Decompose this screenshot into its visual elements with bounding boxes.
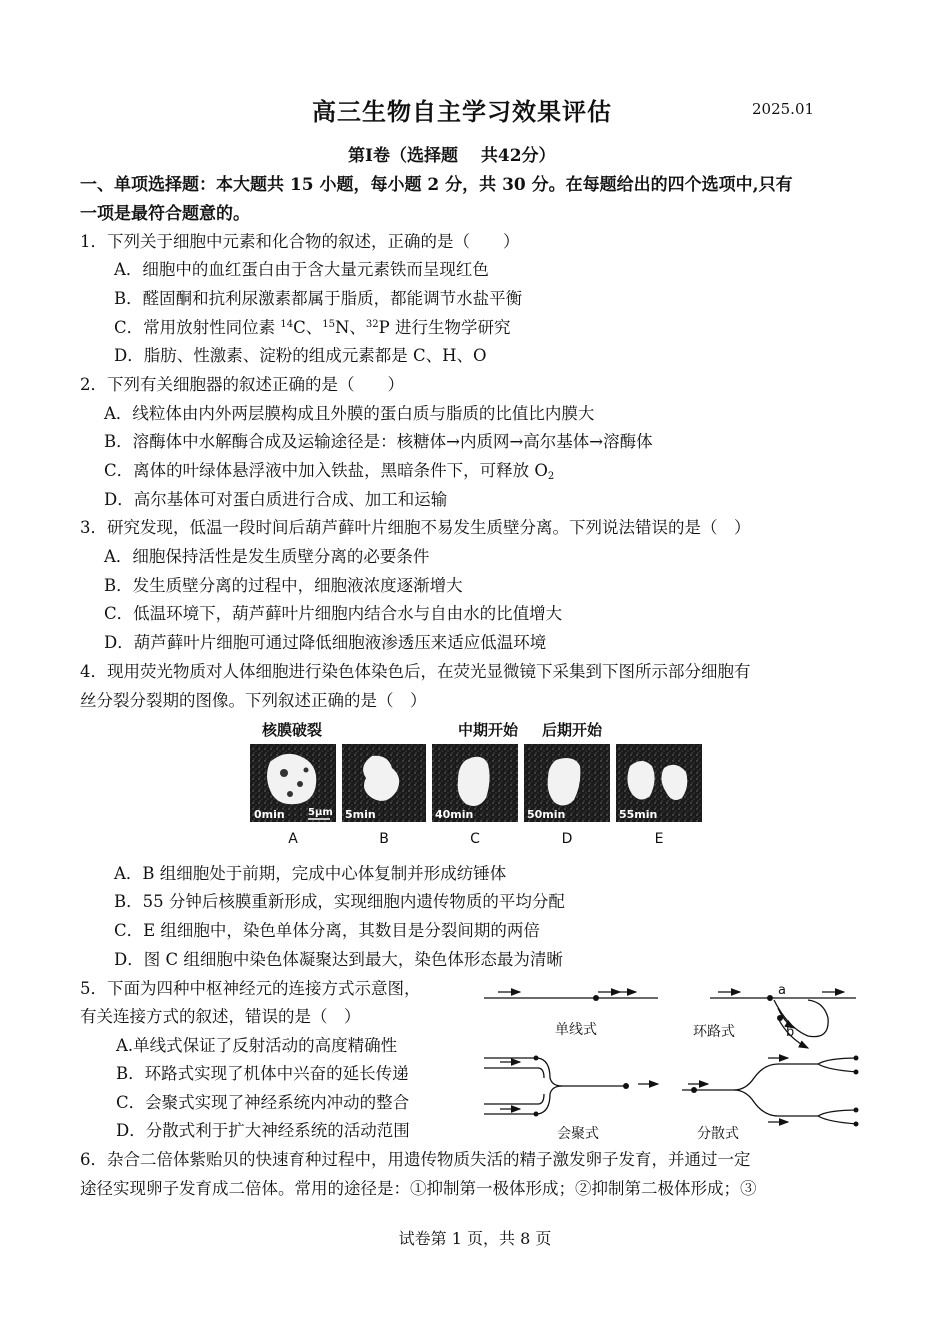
exam-date: 2025.01 [752,100,815,118]
q2-option-b: B．溶酶体中水解酶合成及运输途径是：核糖体→内质网→高尔基体→溶酶体 [104,432,653,451]
q4-option-d: D．图 C 组细胞中染色体凝聚达到最大，染色体形态最为清晰 [114,950,563,969]
label-divergent: 分散式 [697,1126,739,1142]
page-footer: 试卷第 1 页，共 8 页 [398,1229,552,1248]
fig4-time-a: 0min [254,808,285,821]
section-subtitle: 第Ⅰ卷（选择题 共42分） [348,146,556,166]
q4-stem-line1: 4．现用荧光物质对人体细胞进行染色体染色后，在荧光显微镜下采集到下图所示部分细胞有 [80,662,751,681]
q1-option-c: C．常用放射性同位素 $^{14}$C、$^{15}$N、$^{32}$P 进行生物学研究 [114,318,511,337]
q2-option-a: A．线粒体由内外两层膜构成且外膜的蛋白质与脂质的比值比内膜大 [104,404,595,423]
q3-stem: 3．研究发现，低温一段时间后葫芦藓叶片细胞不易发生质壁分离。下列说法错误的是（ ） [80,518,751,537]
q2-stem: 2．下列有关细胞器的叙述正确的是（ ） [80,375,404,394]
q4-stem-line2: 丝分裂分裂期的图像。下列叙述正确的是（ ） [80,691,427,710]
q5-stem-line2: 有关连接方式的叙述，错误的是（ ） [80,1007,361,1026]
fig4-time-b: 5min [345,808,376,821]
fig4-letter-b: B [379,831,389,847]
fig4-time-d: 50min [527,808,566,821]
q3-option-c: C．低温环境下，葫芦藓叶片细胞内结合水与自由水的比值增大 [104,604,563,623]
fig4-letter-d: D [561,831,573,847]
fig4-label-nuclear-envelope: 核膜破裂 [261,721,323,739]
divergent-diagram [682,1058,858,1124]
q5-option-a: A.单线式保证了反射活动的高度精确性 [116,1036,398,1055]
mitosis-figure [246,718,706,848]
section-instruction-line2: 一项是最符合题意的。 [80,204,250,224]
fig4-label-anaphase: 后期开始 [541,721,603,739]
convergent-diagram [484,1058,658,1114]
q4-option-b: B．55 分钟后核膜重新形成，实现细胞内遗传物质的平均分配 [114,892,565,911]
label-single-line: 单线式 [555,1022,597,1038]
fig4-panel-b [342,744,426,822]
q3-option-d: D．葫芦藓叶片细胞可通过降低细胞液渗透压来适应低温环境 [104,633,547,652]
fig4-letter-a: A [288,831,298,847]
fig4-time-e: 55min [619,808,658,821]
fig4-panel-c [432,744,518,822]
q6-stem-line2: 途径实现卵子发育成二倍体。常用的途径是：①抑制第一极体形成；②抑制第二极体形成；③ [80,1179,757,1198]
q3-option-a: A．细胞保持活性是发生质壁分离的必要条件 [104,547,430,566]
q1-option-a: A．细胞中的血红蛋白由于含大量元素铁而呈现红色 [114,260,489,279]
fig4-panel-a [250,744,336,822]
q5-stem-line1: 5．下面为四种中枢神经元的连接方式示意图， [80,979,421,998]
fig4-scale: 5μm [308,807,333,818]
fig4-time-c: 40min [435,808,474,821]
label-loop: 环路式 [693,1024,735,1040]
page-title: 高三生物自主学习效果评估 [312,97,612,126]
section-instruction-line1: 一、单项选择题：本大题共 15 小题，每小题 2 分，共 30 分。在每题给出的四个选项中,只有 [80,175,793,195]
q5-option-c: C．会聚式实现了神经系统内冲动的整合 [116,1093,410,1112]
fig4-panel-d [524,744,610,822]
q1-option-d: D．脂肪、性激素、淀粉的组成元素都是 C、H、O [114,346,487,365]
label-convergent: 会聚式 [557,1126,599,1142]
fig4-panel-e [616,744,702,822]
fig4-label-metaphase: 中期开始 [457,721,519,739]
q1-stem: 1．下列关于细胞中元素和化合物的叙述，正确的是（ ） [80,232,520,251]
q3-option-b: B．发生质壁分离的过程中，细胞液浓度逐渐增大 [104,576,463,595]
q2-option-d: D．高尔基体可对蛋白质进行合成、加工和运输 [104,490,448,509]
fig4-letter-c: C [470,831,480,847]
label-point-b: b [786,1025,795,1040]
q4-option-c: C．E 组细胞中，染色单体分离，其数目是分裂间期的两倍 [114,921,540,940]
q4-option-a: A．B 组细胞处于前期，完成中心体复制并形成纺锤体 [114,864,507,883]
fig4-letter-e: E [654,831,664,847]
q2-option-c: C．离体的叶绿体悬浮液中加入铁盐，黑暗条件下，可释放 $O_2$ [104,461,555,482]
q1-option-b: B．醛固酮和抗利尿激素都属于脂质，都能调节水盐平衡 [114,289,523,308]
q5-option-b: B．环路式实现了机体中兴奋的延长传递 [116,1064,409,1083]
single-line-diagram [484,992,658,998]
q6-stem-line1: 6．杂合二倍体紫贻贝的快速育种过程中，用遗传物质失活的精子激发卵子发育，并通过一定 [80,1150,751,1169]
q5-option-d: D．分散式利于扩大神经系统的活动范围 [116,1121,410,1140]
neuron-connection-figure [478,978,868,1148]
label-point-a: a [778,983,786,998]
